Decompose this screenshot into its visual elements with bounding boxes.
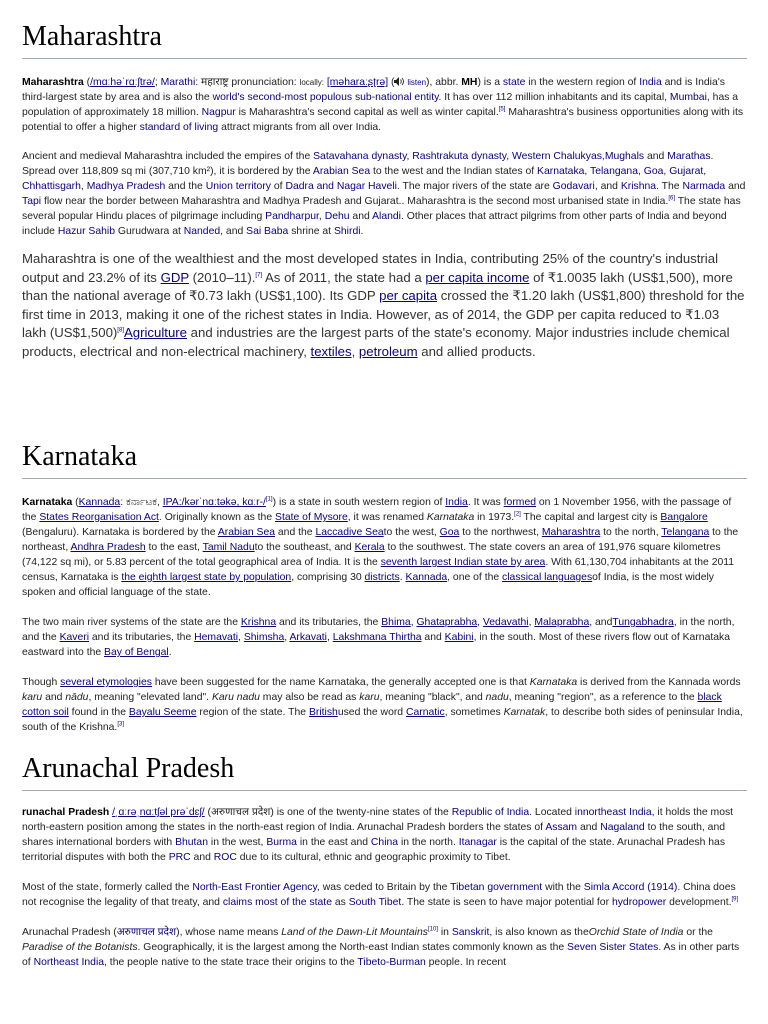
link-western-chalukyas[interactable]: Western Chalukyas <box>512 151 602 162</box>
link-arabian-sea[interactable]: Arabian Sea <box>312 166 371 177</box>
link-lakshmana-thirtha[interactable]: Lakshmana Thirtha <box>332 632 422 643</box>
karnataka-etymology-paragraph: Though several etymologies have been suggested for the name Karnataka, the generally accepted one is that Karnataka is derived from the Kannada words karu and nādu, meaning "elevated land". Karu nadu may also be read as karu, meaning "black", and nadu, meaning "region", as a reference to the black cotton soil found in the Bayalu Seeme region of the state. The Britishused the word Carnatic, sometimes Karnatak, to describe both sides of peninsular India, south of the Krishna.[3] <box>22 677 743 733</box>
link-assam[interactable]: Assam <box>545 822 578 833</box>
arunachal-history-paragraph: Most of the state, formerly called the North-East Frontier Agency, was ceded to Britain by the Tibetan government with the Simla Accord (1914). China does not recognise the legality of that treaty, and claims most of the state as South Tibet. The state is seen to have major potential for hydropower development.[9] <box>22 882 739 908</box>
link-bhima[interactable]: Bhima <box>381 617 411 628</box>
arunachal-intro-paragraph: runachal Pradesh /ˌɑːrəˌnɑːtʃəl prəˈdɛʃ/ (अरुणाचल प्रदेश) is one of the twenty-nine states of the Republic of India. Located innortheast India, it holds the most north-eastern position among the states in the north-east region of India. Arunachal Pradesh borders the states of Assam and Nagaland to the south, and shares international borders with Bhutan in the west, Burma in the east and China in the north. Itanagar is the capital of the state. Arunachal Pradesh has territorial disputes with both the PRC and ROC due to its cultural, ethnic and geographic proximity to Tibet. <box>22 807 734 863</box>
link-laccadive-sea[interactable]: Laccadive Sea <box>315 527 384 538</box>
link-kerala[interactable]: Kerala <box>354 542 385 553</box>
link-north-east-frontier-agency[interactable]: North-East Frontier Agency <box>192 882 317 893</box>
link-china[interactable]: China <box>370 837 399 848</box>
karnataka-intro-paragraph: Karnataka (Kannada: ಕರ್ನಾಟಕ, IPA:/kərˈnɑːtəkə, kɑːr-/[1]) is a state in south western region of India. It was formed on 1 November 1956, with the passage of the States Reorganisation Act. Originally known as the State of Mysore, it was renamed Karnataka in 1973.[2] The capital and largest city is Bangalore (Bengaluru). Karnataka is bordered by the Arabian Sea and the Laccadive Seato the west, Goa to the northwest, Maharashtra to the north, Telangana to the northeast, Andhra Pradesh to the east, Tamil Naduto the southeast, and Kerala to the southwest. The state covers an area of 191,976 square kilometres (74,122 sq mi), or 5.83 percent of the total geographical area of India. It is the seventh largest Indian state by area. With 61,130,704 inhabitants at the 2011 census, Karnataka is the eighth largest state by population, comprising 30 districts. Kannada, one of the classical languagesof India, is the most widely spoken and official language of the state. <box>22 496 739 598</box>
link-south-tibet[interactable]: South Tibet <box>348 897 402 908</box>
reference-link[interactable]: [8] <box>117 327 124 334</box>
maharashtra-intro-paragraph: Maharashtra (/mɑːhəˈrɑːʃtrə/; Marathi: महाराष्ट्र pronunciation: locally: [məharaːʂʈrə] ( listen), abbr. MH) is a state in the western region of India and is India's third-largest state by area and is also the world's second-most populous sub-national entity. It has over 112 million inhabitants and its capital, Mumbai, has a population of approximately 18 million. Nagpur is Maharashtra's second capital as well as winter capital.[5] Maharashtra's business opportunities along with its potential to offer a higher standard of living attract migrants from all over India. <box>22 77 744 133</box>
ipa-link[interactable]: /mɑːhəˈrɑːʃtrə/ <box>90 77 155 88</box>
link-tibeto-burman[interactable]: Tibeto-Burman <box>357 957 426 968</box>
link-gdp[interactable]: GDP <box>160 269 189 285</box>
link-per-capita-income[interactable]: per capita income <box>425 269 530 285</box>
link-andhra-pradesh[interactable]: Andhra Pradesh <box>70 542 146 553</box>
link-satavahana[interactable]: Satavahana dynasty <box>313 151 407 162</box>
link-british[interactable]: British <box>308 707 338 718</box>
link-black-cotton-soil[interactable]: black cotton soil <box>22 692 722 718</box>
link-shirdi[interactable]: Shirdi <box>333 226 361 237</box>
link-alandi[interactable]: Alandi <box>372 211 401 222</box>
link-bay-of-bengal[interactable]: Bay of Bengal <box>104 647 169 658</box>
heading-arunachal-pradesh: Arunachal Pradesh <box>22 752 747 791</box>
link-hazur-sahib[interactable]: Hazur Sahib <box>57 226 116 237</box>
link-sai-baba[interactable]: Sai Baba <box>246 226 289 237</box>
link-textiles[interactable]: textiles <box>310 343 352 359</box>
link-godavari[interactable]: Godavari <box>552 181 595 192</box>
link-maharashtra[interactable]: Maharashtra <box>541 527 601 538</box>
link-union-territory[interactable]: Union territory <box>205 181 271 192</box>
heading-maharashtra: Maharashtra <box>22 20 747 59</box>
link-arkavati[interactable]: Arkavati <box>289 632 327 643</box>
listen-link[interactable]: listen <box>407 78 427 87</box>
link-vedavathi[interactable]: Vedavathi <box>482 617 529 628</box>
link-india[interactable]: India <box>639 77 662 88</box>
reference-link[interactable]: [9] <box>731 896 739 903</box>
bold-term: Maharashtra <box>22 77 84 88</box>
link-pandharpur[interactable]: Pandharpur <box>265 211 319 222</box>
section-karnataka <box>22 440 747 735</box>
link-itanagar[interactable]: Itanagar <box>458 837 497 848</box>
link-hydropower[interactable]: hydropower <box>611 897 667 908</box>
link-telangana[interactable]: Telangana <box>661 527 710 538</box>
link-kannada-language[interactable]: Kannada <box>405 572 448 583</box>
reference-link[interactable]: [3] <box>117 721 124 728</box>
link-northeast-india[interactable]: Northeast India <box>33 957 105 968</box>
reference-link[interactable]: [10] <box>427 926 438 933</box>
maharashtra-economy-paragraph: Maharashtra is one of the wealthiest and the most developed states in India, contributing 25% of the country's industrial output and 23.2% of its GDP (2010–11).[7] As of 2011, the state had a per capita income of ₹1.0035 lakh (US$1,500), more than the national average of ₹0.73 lakh (US$1,100). Its GDP per capita crossed the ₹1.20 lakh (US$1,800) threshold for the first time in 2013, making it one of the richest states in India. However, as of 2014, the GDP per capita reduced to ₹1.03 lakh (US$1,500)[8]Agriculture and industries are the largest parts of the state's economy. Major industries include chemical products, electrical and non-electrical machinery, textiles, petroleum and allied products. <box>22 251 745 359</box>
link-formed[interactable]: formed <box>503 497 536 508</box>
link-karnataka[interactable]: Karnataka <box>537 166 585 177</box>
bold-term: runachal Pradesh <box>22 807 110 818</box>
link-marathi[interactable]: Marathi <box>160 77 196 88</box>
link-nagaland[interactable]: Nagaland <box>600 822 645 833</box>
link-dehu[interactable]: Dehu <box>324 211 350 222</box>
link-state[interactable]: state <box>502 77 526 88</box>
link-hemavati[interactable]: Hemavati <box>194 632 239 643</box>
reference-link[interactable]: [5] <box>498 106 506 113</box>
arunachal-name-paragraph: Arunachal Pradesh (अरुणाचल प्रदेश), whose name means Land of the Dawn-Lit Mountains[10] in Sanskrit, is also known as theOrchid State of India or the Paradise of the Botanists. Geographically, it is the largest among the North-east Indian states commonly known as the Seven Sister States. As in other parts of Northeast India, the people native to the state trace their origins to the Tibeto-Burman people. In recent <box>22 926 740 968</box>
link-ghataprabha[interactable]: Ghataprabha <box>416 617 478 628</box>
link-telangana[interactable]: Telangana <box>590 166 638 177</box>
link-mumbai[interactable]: Mumbai <box>669 92 707 103</box>
link-simla-accord[interactable]: Simla Accord (1914) <box>583 882 678 893</box>
section-arunachal-pradesh <box>22 752 747 970</box>
link-ipa[interactable]: IPA <box>162 497 179 508</box>
link-tapi[interactable]: Tapi <box>22 196 42 207</box>
link-tamil-nadu[interactable]: Tamil Nadu <box>202 542 255 553</box>
ipa-local-link[interactable]: [məharaːʂʈrə] <box>326 77 389 88</box>
link-goa[interactable]: Goa <box>643 166 664 177</box>
link-tungabhadra[interactable]: Tungabhadra <box>612 617 674 628</box>
link-roc[interactable]: ROC <box>213 852 237 863</box>
link-nagpur[interactable]: Nagpur <box>201 107 236 118</box>
link-seventh-largest-state[interactable]: seventh largest Indian state by area <box>380 557 546 568</box>
bold-term: Karnataka <box>22 497 73 508</box>
ipa-link[interactable]: /ˌɑːrəˌnɑːtʃəl prəˈdɛʃ/ <box>112 807 205 818</box>
link-bangalore[interactable]: Bangalore <box>660 512 708 523</box>
reference-link[interactable]: [7] <box>255 272 263 279</box>
link-carnatic[interactable]: Carnatic <box>405 707 445 718</box>
link-agriculture[interactable]: Agriculture <box>123 325 188 341</box>
link-shimsha[interactable]: Shimsha <box>243 632 285 643</box>
link-classical-languages[interactable]: classical languages <box>502 572 593 583</box>
link-standard-of-living[interactable]: standard of living <box>139 122 219 133</box>
link-bayalu-seeme[interactable]: Bayalu Seeme <box>128 707 197 718</box>
link-kabini[interactable]: Kabini <box>444 632 474 643</box>
link-marathas[interactable]: Marathas <box>667 151 711 162</box>
reference-link[interactable]: [2] <box>514 511 521 518</box>
link-goa[interactable]: Goa <box>439 527 460 538</box>
section-maharashtra <box>22 20 747 362</box>
link-devanagari-name[interactable]: अरुणाचल प्रदेश <box>116 927 177 938</box>
link-mughals[interactable]: Mughals <box>604 151 645 162</box>
link-northeast-india[interactable]: nnortheast India <box>577 807 652 818</box>
link-krishna[interactable]: Krishna <box>620 181 657 192</box>
link-claims-most-of-state[interactable]: claims most of the state <box>222 897 332 908</box>
link-states-reorganisation-act[interactable]: States Reorganisation Act <box>39 512 159 523</box>
link-rashtrakuta[interactable]: Rashtrakuta dynasty <box>412 151 507 162</box>
reference-link[interactable]: [1] <box>265 496 273 503</box>
link-arabian-sea[interactable]: Arabian Sea <box>217 527 276 538</box>
link-kaveri[interactable]: Kaveri <box>59 632 90 643</box>
link-prc[interactable]: PRC <box>168 852 191 863</box>
link-several-etymologies[interactable]: several etymologies <box>60 677 152 688</box>
link-petroleum[interactable]: petroleum <box>358 343 418 359</box>
link-nanded[interactable]: Nanded <box>183 226 221 237</box>
link-bhutan[interactable]: Bhutan <box>175 837 208 848</box>
speaker-icon[interactable] <box>394 77 404 86</box>
link-eighth-largest-population[interactable]: the eighth largest state by population <box>121 572 292 583</box>
karnataka-rivers-paragraph: The two main river systems of the state are the Krishna and its tributaries, the Bhima, Ghataprabha, Vedavathi, Malaprabha, andTungabhadra, in the north, and the Kaveri and its tributaries, the Hemavati, Shimsha, Arkavati, Lakshmana Thirtha and Kabini, in the south. Most of these rivers flow out of Karnataka eastward into the Bay of Bengal. <box>22 617 735 658</box>
link-republic-of-india[interactable]: Republic of India <box>451 807 530 818</box>
link-state-of-mysore[interactable]: State of Mysore <box>275 512 348 523</box>
link-sanskrit[interactable]: Sanskrit <box>451 927 490 938</box>
link-gujarat[interactable]: Gujarat <box>669 166 704 177</box>
link-tibetan-government[interactable]: Tibetan government <box>450 882 543 893</box>
link-kannada[interactable]: Kannada <box>78 497 121 508</box>
link-krishna[interactable]: Krishna <box>240 617 277 628</box>
link-madhya-pradesh[interactable]: Madhya Pradesh <box>86 181 166 192</box>
link-narmada[interactable]: Narmada <box>682 181 726 192</box>
heading-karnataka: Karnataka <box>22 440 747 479</box>
link-malaprabha[interactable]: Malaprabha <box>534 617 590 628</box>
link-per-capita[interactable]: per capita <box>379 288 438 304</box>
ipa-link[interactable]: :/kərˈnɑːtəkə, kɑːr-/ <box>178 497 266 508</box>
link-seven-sister-states[interactable]: Seven Sister States <box>567 942 659 953</box>
link-chhattisgarh[interactable]: Chhattisgarh <box>22 181 81 192</box>
maharashtra-history-paragraph: Ancient and medieval Maharashtra included the empires of the Satavahana dynasty, Rashtrakuta dynasty, Western Chalukyas,Mughals and Marathas. Spread over 118,809 sq mi (307,710 km²), it is bordered by the Arabian Sea to the west and the Indian states of Karnataka, Telangana, Goa, Gujarat, Chhattisgarh, Madhya Pradesh and the Union territory of Dadra and Nagar Haveli. The major rivers of the state are Godavari, and Krishna. The Narmada and Tapi flow near the border between Maharashtra and Madhya Pradesh and Gujarat.. Maharashtra is the second most urbanised state in India.[6] The state has several popular Hindu places of pilgrimage including Pandharpur, Dehu and Alandi. Other places that attract pilgrims from other parts of India and beyond include Hazur Sahib Gurudwara at Nanded, and Sai Baba shrine at Shirdi. <box>22 151 746 237</box>
link-populous-entity[interactable]: world's second-most populous sub-national entity <box>212 92 439 103</box>
link-dadra-nagar-haveli[interactable]: Dadra and Nagar Haveli <box>285 181 397 192</box>
link-burma[interactable]: Burma <box>266 837 297 848</box>
link-india[interactable]: India <box>445 497 468 508</box>
reference-link[interactable]: [6] <box>668 195 675 202</box>
link-districts[interactable]: districts <box>364 572 400 583</box>
